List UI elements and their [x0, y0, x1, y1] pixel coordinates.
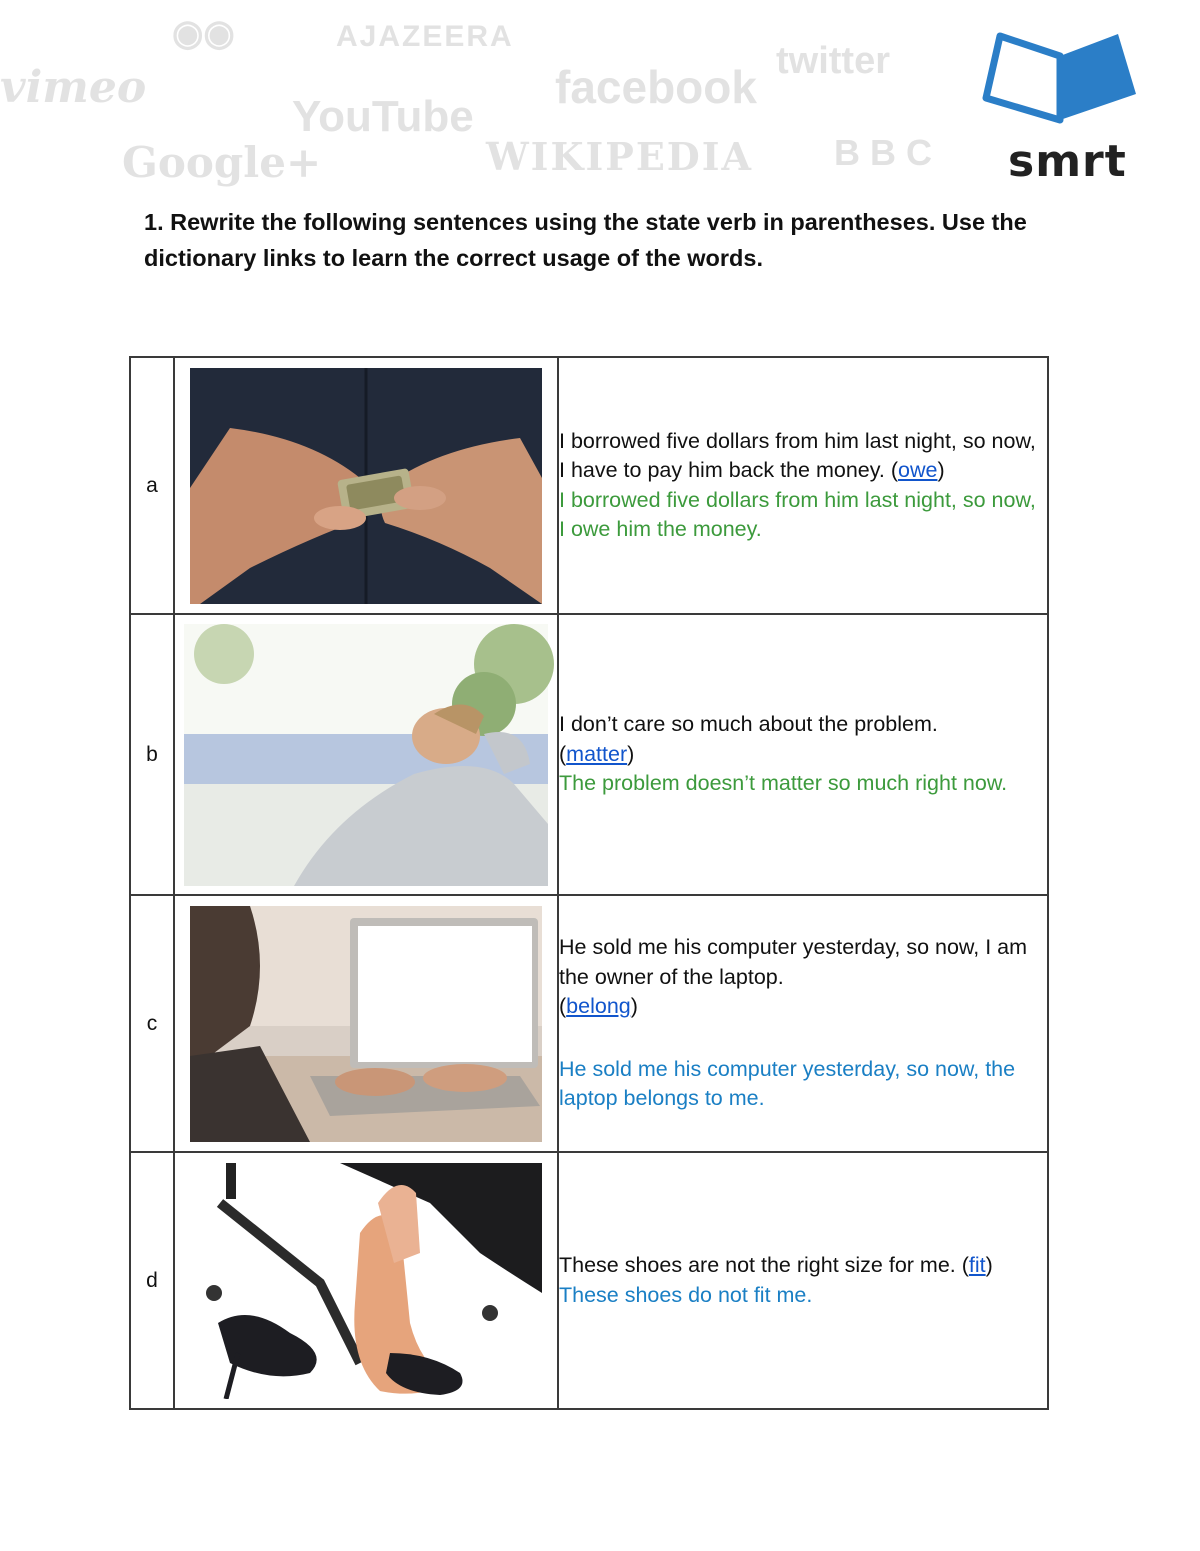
- money-hands-image: [175, 368, 557, 604]
- answer-text: The problem doesn’t matter so much right now.: [559, 771, 1008, 796]
- aljazeera-logo: AJAZEERA: [336, 20, 514, 53]
- table-row: [130, 895, 1048, 1152]
- exercise-table: [129, 356, 1049, 1410]
- dictionary-link-matter[interactable]: matter: [566, 741, 628, 766]
- row-text-cell: I borrowed five dollars from him last night, so now, I have to pay him back the money. (owe) I borrowed five dollars from him last night, so now, I owe him the money.: [558, 357, 1048, 614]
- row-image-cell: [174, 614, 558, 895]
- table-row: [130, 357, 1048, 614]
- row-letter: a: [130, 357, 174, 614]
- spacer: [559, 1022, 1047, 1055]
- twitter-logo: twitter: [776, 40, 890, 82]
- youtube-logo: YouTube: [292, 92, 474, 141]
- row-letter: b: [130, 614, 174, 895]
- row-image-cell: [174, 895, 558, 1152]
- facebook-logo: facebook: [555, 61, 757, 113]
- vimeo-logo: vimeo: [0, 62, 147, 113]
- logo-text: smrt: [1008, 136, 1127, 187]
- answer-text: These shoes do not fit me.: [559, 1282, 813, 1307]
- table-row: [130, 614, 1048, 895]
- table-row: [130, 1152, 1048, 1409]
- answer-text: He sold me his computer yesterday, so now, the laptop belongs to me.: [559, 1056, 1016, 1111]
- prompt-text: I don’t care so much about the problem.: [559, 712, 938, 737]
- dictionary-link-owe[interactable]: owe: [898, 458, 938, 482]
- answer-text: I borrowed five dollars from him last night, so now, I owe him the money.: [559, 487, 1036, 541]
- bbc-logo: BBC: [834, 132, 942, 173]
- row-letter: d: [130, 1152, 174, 1409]
- row-text-cell: He sold me his computer yesterday, so now, I am the owner of the laptop. (belong) He sold me his computer yesterday, so now, the laptop belongs to me.: [558, 895, 1048, 1152]
- google-plus-logo: Google+: [122, 138, 322, 187]
- relaxed-man-image: [175, 624, 557, 886]
- shoes-image: [175, 1163, 557, 1399]
- exercise-instruction: 1. Rewrite the following sentences using the state verb in parentheses. Use the dictionary links to learn the correct usage of the words.: [144, 209, 1027, 271]
- row-image-cell: [174, 357, 558, 614]
- row-text-cell: These shoes are not the right size for me. (fit) These shoes do not fit me.: [558, 1152, 1048, 1409]
- prompt-text: These shoes are not the right size for me.: [559, 1253, 956, 1277]
- row-text-cell: I don’t care so much about the problem. (matter) The problem doesn’t matter so much right now.: [558, 614, 1048, 895]
- dictionary-link-belong[interactable]: belong: [566, 994, 631, 1019]
- globe-logo: ◉◉: [172, 12, 235, 53]
- smrt-logo: [980, 28, 1140, 187]
- wikipedia-logo: WIKIPEDIA: [486, 134, 754, 179]
- prompt-text: He sold me his computer yesterday, so now, I am the owner of the laptop.: [559, 935, 1028, 989]
- row-letter: c: [130, 895, 174, 1152]
- prompt-text: I borrowed five dollars from him last night, so now, I have to pay him back the money.: [559, 428, 1036, 482]
- laptop-image: [175, 906, 557, 1142]
- book-icon: [980, 28, 1140, 138]
- dictionary-link-fit[interactable]: fit: [968, 1253, 986, 1277]
- row-image-cell: [174, 1152, 558, 1409]
